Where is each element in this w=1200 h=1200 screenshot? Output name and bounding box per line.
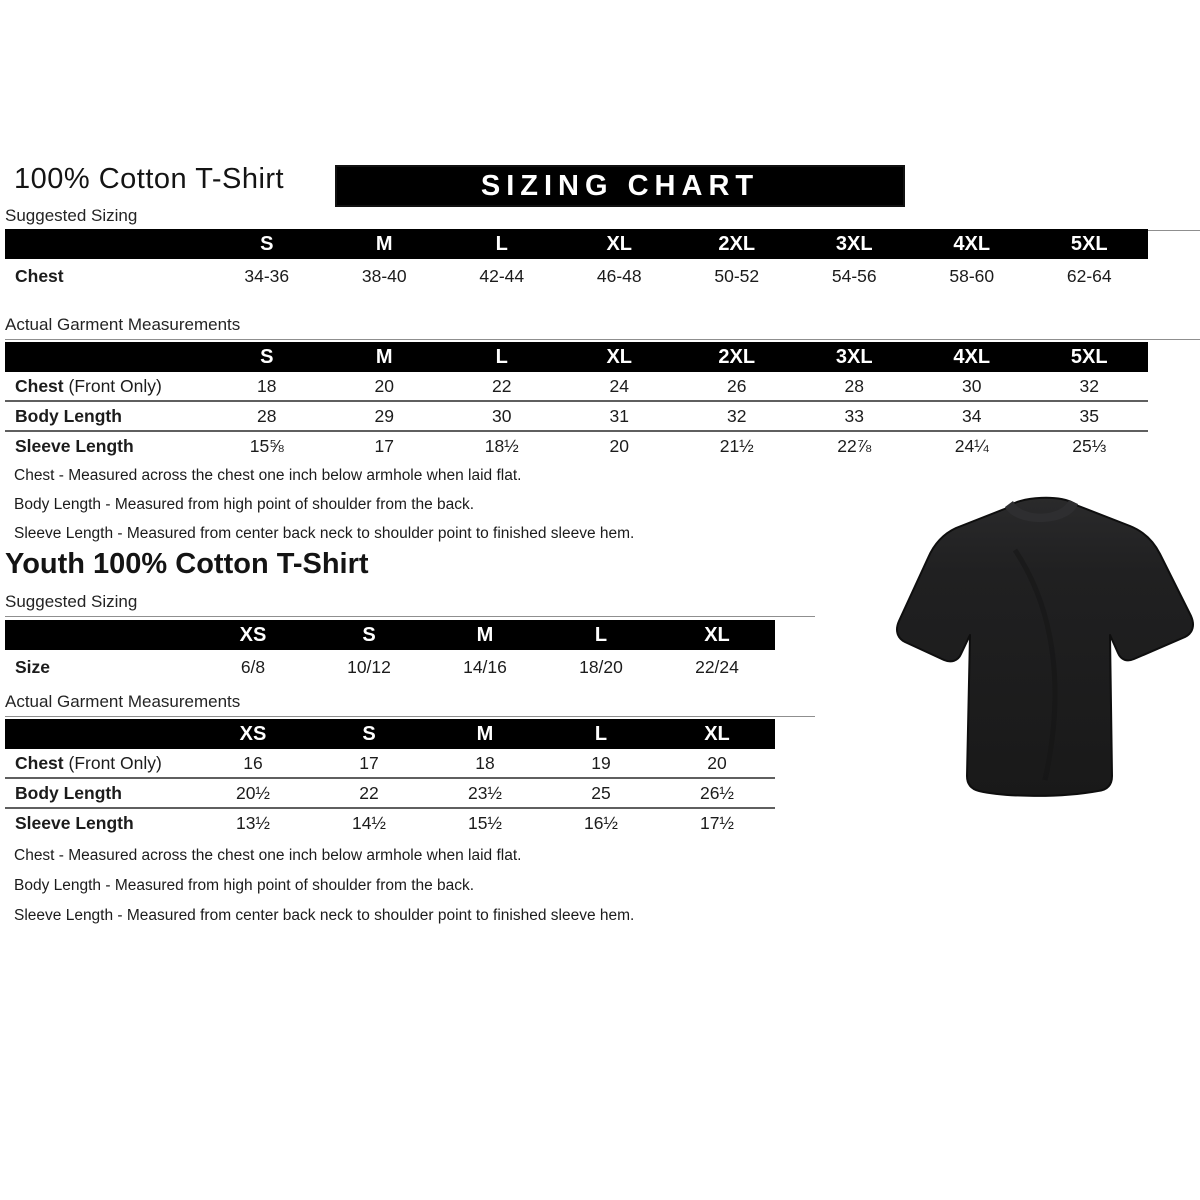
value-cell: 34 xyxy=(962,405,982,426)
adult-actual-measurements-table xyxy=(5,342,1176,460)
row-label: Body Length xyxy=(15,782,122,803)
value-cell: 42-44 xyxy=(479,265,525,286)
value-cell: 15⅝ xyxy=(249,435,284,456)
table-header-row xyxy=(5,342,1148,372)
row-label: Chest (Front Only) xyxy=(15,752,162,773)
value-cell: 24 xyxy=(609,375,629,396)
value-cell: 20 xyxy=(374,375,394,396)
value-cell: 58-60 xyxy=(949,265,995,286)
value-cell: 13½ xyxy=(235,812,271,833)
note-chest: Chest - Measured across the chest one inch below armhole when laid flat. xyxy=(14,467,522,484)
value-cell: 30 xyxy=(962,375,982,396)
value-cell: 54-56 xyxy=(831,265,877,286)
value-cell: 34-36 xyxy=(244,265,290,286)
row-label: Size xyxy=(15,656,51,677)
table-row xyxy=(5,400,1148,430)
size-header-cell: XL xyxy=(704,623,730,646)
value-cell: 20 xyxy=(707,752,727,773)
youth-actual-measurements-table xyxy=(5,719,795,837)
value-cell: 28 xyxy=(844,375,864,396)
value-cell: 33 xyxy=(844,405,864,426)
adult-measurement-notes xyxy=(14,461,634,548)
size-header-cell: M xyxy=(375,345,393,368)
value-cell: 21½ xyxy=(719,435,754,456)
size-header-cell: 2XL xyxy=(718,345,756,368)
value-cell: 20 xyxy=(609,435,629,456)
value-cell: 22/24 xyxy=(695,656,739,677)
value-cell: 22 xyxy=(492,375,512,396)
adult-actual-measurements-label: Actual Garment Measurements xyxy=(5,315,1200,340)
note-chest: Chest - Measured across the chest one inch below armhole when laid flat. xyxy=(14,847,522,864)
value-cell: 32 xyxy=(727,405,747,426)
size-header-cell: XL xyxy=(606,232,633,255)
size-header-cell: L xyxy=(495,345,508,368)
value-cell: 26 xyxy=(727,375,747,396)
row-label: Sleeve Length xyxy=(15,812,134,833)
row-label: Chest xyxy=(15,265,64,286)
value-cell: 22⅞ xyxy=(837,435,872,456)
value-cell: 46-48 xyxy=(596,265,642,286)
table-row xyxy=(5,807,775,837)
size-header-cell: 5XL xyxy=(1070,345,1108,368)
value-cell: 18/20 xyxy=(579,656,623,677)
value-cell: 26½ xyxy=(699,782,735,803)
value-cell: 22 xyxy=(359,782,379,803)
note-sleeve-length: Sleeve Length - Measured from center back neck to shoulder point to finished sleeve hem. xyxy=(14,907,635,924)
size-header-cell: S xyxy=(362,623,376,646)
value-cell: 20½ xyxy=(235,782,271,803)
size-header-cell: S xyxy=(362,722,376,745)
value-cell: 30 xyxy=(492,405,512,426)
value-cell: 18 xyxy=(257,375,277,396)
table-header-row xyxy=(5,620,775,650)
value-cell: 28 xyxy=(257,405,277,426)
value-cell: 10/12 xyxy=(347,656,391,677)
size-header-cell: L xyxy=(594,722,608,745)
table-row xyxy=(5,650,775,684)
size-header-cell: 3XL xyxy=(835,232,873,255)
row-label: Chest (Front Only) xyxy=(15,375,162,396)
value-cell: 17 xyxy=(374,435,394,456)
size-header-cell: 3XL xyxy=(835,345,873,368)
page-title: 100% Cotton T-Shirt xyxy=(14,163,285,195)
size-header-cell: 4XL xyxy=(953,345,991,368)
note-body-length: Body Length - Measured from high point of shoulder from the back. xyxy=(14,496,475,513)
size-header-cell: S xyxy=(260,232,274,255)
youth-measurement-notes xyxy=(14,841,634,931)
table-row xyxy=(5,777,775,807)
note-sleeve-length: Sleeve Length - Measured from center back neck to shoulder point to finished sleeve hem. xyxy=(14,525,635,542)
value-cell: 25 xyxy=(591,782,611,803)
youth-section-title: Youth 100% Cotton T-Shirt xyxy=(5,548,369,580)
value-cell: 14½ xyxy=(351,812,387,833)
table-row xyxy=(5,372,1148,400)
size-header-cell: M xyxy=(375,232,393,255)
size-header-cell: XL xyxy=(606,345,633,368)
size-header-cell: M xyxy=(476,722,494,745)
value-cell: 25⅓ xyxy=(1072,435,1107,456)
row-label: Body Length xyxy=(15,405,122,426)
value-cell: 31 xyxy=(609,405,629,426)
value-cell: 24¼ xyxy=(954,435,989,456)
table-header-row xyxy=(5,719,775,749)
size-header-cell: 5XL xyxy=(1070,232,1108,255)
value-cell: 17 xyxy=(359,752,379,773)
size-header-cell: XS xyxy=(239,722,267,745)
value-cell: 50-52 xyxy=(714,265,760,286)
value-cell: 38-40 xyxy=(361,265,407,286)
youth-suggested-sizing-table xyxy=(5,620,795,684)
adult-suggested-sizing-table xyxy=(5,229,1176,293)
t-shirt-image xyxy=(895,490,1199,806)
value-cell: 19 xyxy=(591,752,611,773)
value-cell: 32 xyxy=(1079,375,1099,396)
value-cell: 62-64 xyxy=(1066,265,1112,286)
youth-suggested-sizing-label: Suggested Sizing xyxy=(5,592,815,617)
table-header-row xyxy=(5,229,1148,259)
size-header-cell: XS xyxy=(239,623,267,646)
sizing-chart-banner xyxy=(337,167,903,205)
value-cell: 6/8 xyxy=(240,656,266,677)
value-cell: 29 xyxy=(374,405,394,426)
note-body-length: Body Length - Measured from high point of shoulder from the back. xyxy=(14,877,475,894)
adult-suggested-sizing-label: Suggested Sizing xyxy=(5,206,1200,231)
size-header-cell: L xyxy=(495,232,508,255)
value-cell: 15½ xyxy=(467,812,503,833)
value-cell: 35 xyxy=(1079,405,1099,426)
value-cell: 16 xyxy=(243,752,263,773)
size-header-cell: XL xyxy=(704,722,730,745)
table-row xyxy=(5,430,1148,460)
value-cell: 23½ xyxy=(467,782,503,803)
value-cell: 14/16 xyxy=(463,656,507,677)
sizing-chart-banner-text: SIZING CHART xyxy=(480,169,760,202)
t-shirt-body xyxy=(897,498,1193,796)
youth-actual-measurements-label: Actual Garment Measurements xyxy=(5,692,815,717)
row-label: Sleeve Length xyxy=(15,435,134,456)
value-cell: 16½ xyxy=(583,812,619,833)
value-cell: 17½ xyxy=(699,812,735,833)
value-cell: 18 xyxy=(475,752,495,773)
value-cell: 18½ xyxy=(484,435,519,456)
table-row xyxy=(5,749,775,777)
size-header-cell: 2XL xyxy=(718,232,756,255)
size-header-cell: S xyxy=(260,345,274,368)
size-header-cell: L xyxy=(594,623,608,646)
size-header-cell: M xyxy=(476,623,494,646)
size-header-cell: 4XL xyxy=(953,232,991,255)
table-row xyxy=(5,259,1148,293)
